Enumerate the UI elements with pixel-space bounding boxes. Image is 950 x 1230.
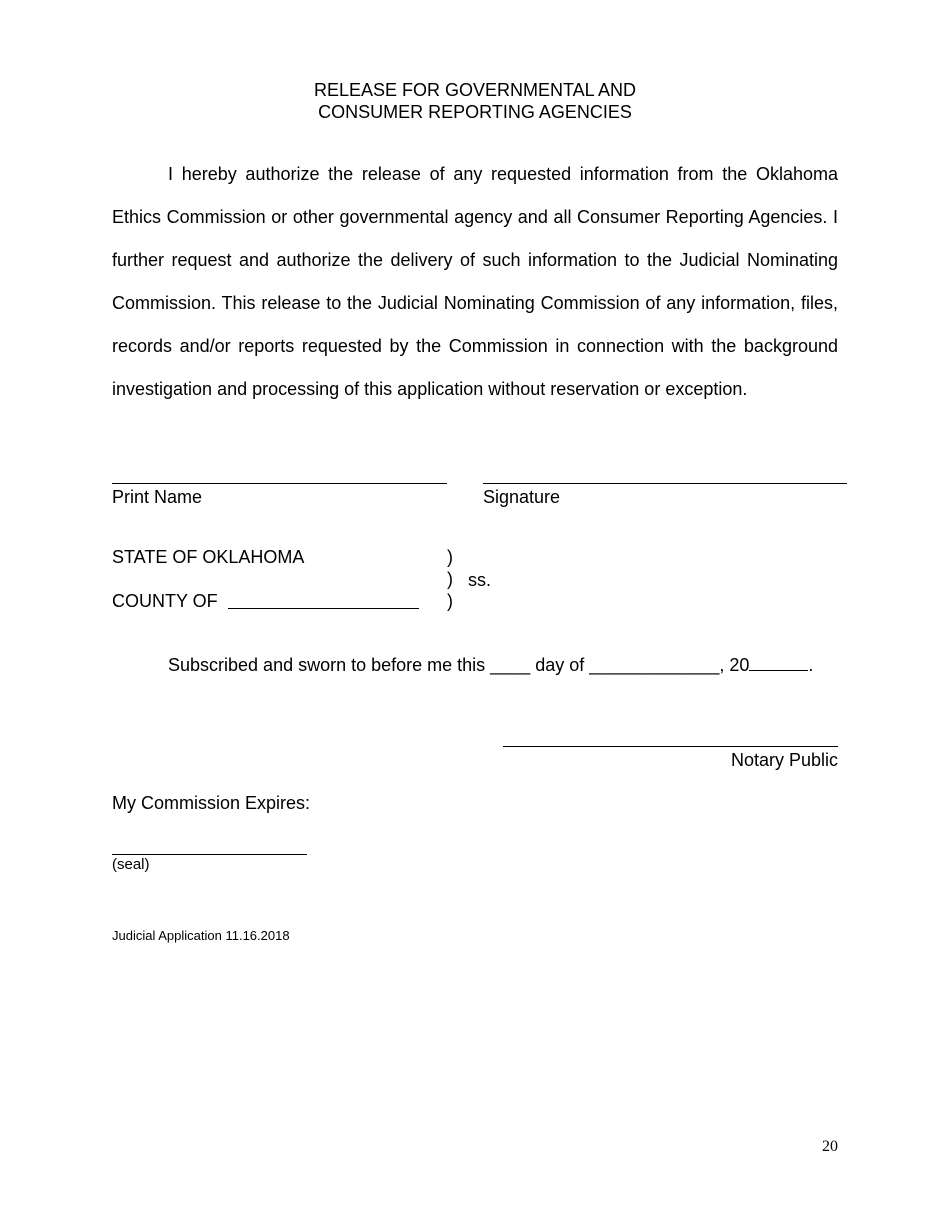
county-label: COUNTY OF bbox=[112, 591, 218, 611]
signature-line[interactable] bbox=[483, 483, 847, 484]
footer-text: Judicial Application 11.16.2018 bbox=[112, 928, 290, 943]
county-line[interactable] bbox=[228, 608, 419, 609]
notary-signature-line[interactable] bbox=[503, 746, 838, 747]
year-blank[interactable] bbox=[749, 654, 808, 671]
page-number: 20 bbox=[822, 1138, 838, 1155]
commission-expires-line[interactable] bbox=[112, 854, 307, 855]
document-title-line-1: RELEASE FOR GOVERNMENTAL AND bbox=[313, 80, 637, 100]
authorization-paragraph: I hereby authorize the release of any requested information from the Oklahoma Ethics Commission or other governmental agency and all Consumer Reporting Agencies. I further request and authorize the delivery of such information to the Judicial Nominating Commission. This release to the Judicial Nominating Commission of any information, files, records and/or reports requested by the Commission in connection with the background investigation and processing of this application without reservation or exception. bbox=[112, 164, 838, 399]
ss-label: ss. bbox=[468, 570, 492, 590]
paren-1: ) bbox=[447, 547, 453, 567]
print-name-line[interactable] bbox=[112, 483, 447, 484]
notary-public-label: Notary Public bbox=[730, 750, 838, 770]
print-name-label: Print Name bbox=[112, 487, 203, 507]
sworn-text: Subscribed and sworn to before me this ____ day of _____________, 20 bbox=[168, 655, 750, 675]
seal-label: (seal) bbox=[112, 856, 150, 873]
document-title-line-2: CONSUMER REPORTING AGENCIES bbox=[318, 102, 632, 122]
commission-expires-label: My Commission Expires: bbox=[112, 793, 311, 813]
paren-3: ) bbox=[447, 591, 453, 611]
signature-label: Signature bbox=[483, 487, 561, 507]
sworn-end: . bbox=[808, 655, 814, 675]
paren-2: ) bbox=[447, 569, 453, 589]
state-label: STATE OF OKLAHOMA bbox=[112, 547, 305, 567]
sworn-statement bbox=[168, 654, 813, 676]
